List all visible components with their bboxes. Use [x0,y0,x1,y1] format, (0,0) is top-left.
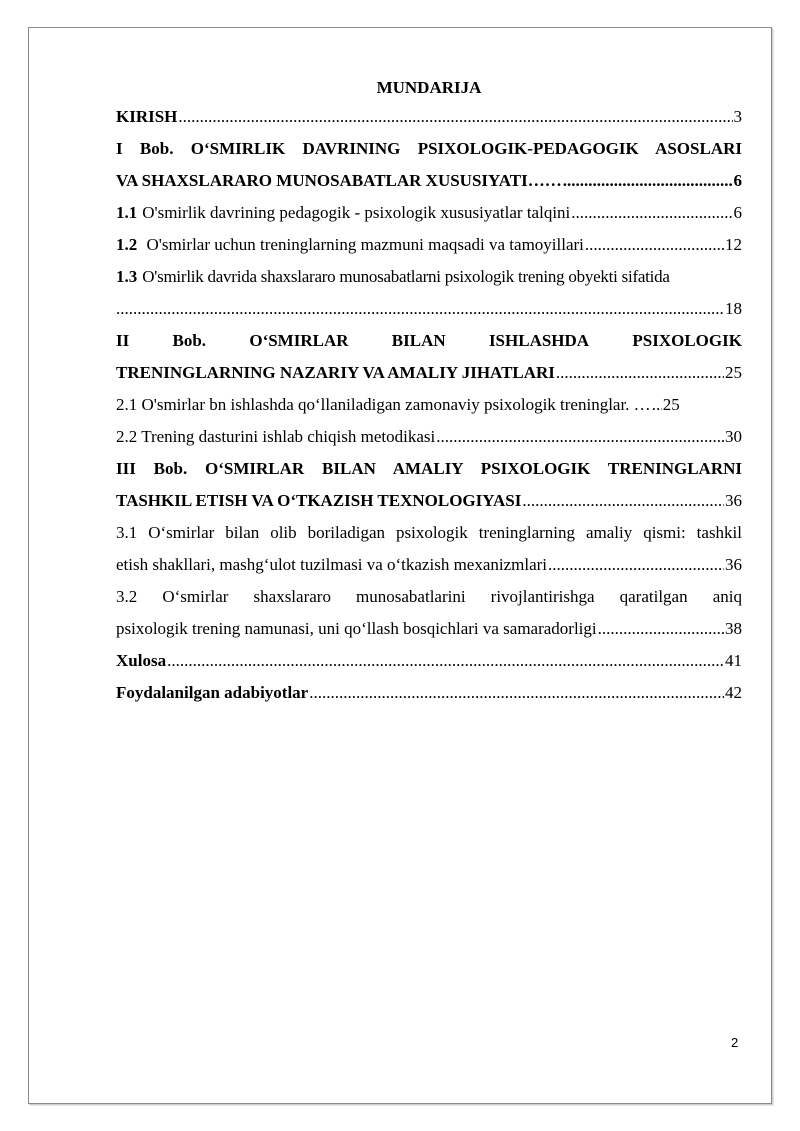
toc-entry-text: VA SHAXSLARARO MUNOSABATLAR XUSUSIYATI…… [116,171,562,190]
page-number: 2 [731,1035,739,1050]
toc-page-number: 18 [725,299,742,318]
toc-section-3-2-line2[interactable] [116,613,742,645]
toc-page-number: 25 [725,363,742,382]
toc-page-number: 3 [733,107,742,126]
toc-word: ISHLASHDA [488,331,590,350]
toc-entry-text: I Bob. O‘SMIRLIK DAVRINING PSIXOLOGIK-PEDAGOGIK ASOSLARI [116,139,742,158]
dot-leader [563,165,733,197]
toc-word: PSIXOLOGIK [632,331,742,350]
toc-entry-text: 3.1 O‘smirlar bilan olib boriladigan psixologik treninglarning amaliy qismi: tashkil [116,523,742,542]
toc-entry-text: KIRISH [116,107,178,126]
toc-entry-text: TRENINGLARNING NAZARIY VA AMALIY JIHATLARI [116,363,555,382]
dot-leader [522,485,724,517]
toc-entry-text: TASHKIL ETISH VA O‘TKAZISH TEXNOLOGIYASI [116,491,522,510]
toc-word: 3.2 [116,587,138,606]
toc-word: O‘SMIRLAR [249,331,349,350]
table-of-contents [116,74,742,709]
toc-entry-kirish[interactable] [116,101,742,133]
section-number: 1.3 [116,267,138,286]
toc-page-number: 36 [725,491,742,510]
toc-section-3-1-line2[interactable] [116,549,742,581]
toc-section-1-2[interactable] [116,229,742,261]
dot-leader [167,645,724,677]
toc-entry-text: O'smirlar uchun treninglarning mazmuni maqsadi va tamoyillari [146,235,584,254]
toc-word: Bob. [172,331,207,350]
toc-page-number: 38 [725,619,742,638]
toc-chapter-2-line1[interactable] [116,325,742,357]
toc-entry-text: 2.2 Trening dasturini ishlab chiqish metodikasi [116,427,436,446]
toc-page-number: 42 [725,683,742,702]
toc-word: aniq [712,587,742,606]
toc-section-1-1[interactable] [116,197,742,229]
toc-entry-adabiyotlar[interactable] [116,677,742,709]
toc-page-number: 6 [733,203,742,222]
section-number: 1.2 [116,235,138,254]
toc-chapter-1-line1[interactable] [116,133,742,165]
toc-entry-text: Foydalanilgan adabiyotlar [116,683,309,702]
toc-entry-text: O'smirlik davrida shaxslararo munosabatlarni psixologik trening obyekti sifatida [142,267,670,286]
dot-leader [436,421,724,453]
toc-entry-text: Xulosa [116,651,167,670]
toc-section-3-2-line1[interactable] [116,581,742,613]
toc-word: munosabatlarini [356,587,466,606]
toc-title: MUNDARIJA [376,78,482,97]
dot-leader [598,613,724,645]
toc-word: shaxslararo [253,587,331,606]
toc-word: rivojlantirishga [490,587,595,606]
toc-section-2-1[interactable] [116,389,742,421]
toc-word: O‘smirlar [162,587,229,606]
dot-leader [652,389,662,421]
toc-entry-text: III Bob. O‘SMIRLAR BILAN AMALIY PSIXOLOGIK TRENINGLARNI [116,459,742,478]
dot-leader [116,293,724,325]
toc-page-number: 12 [725,235,742,254]
toc-page-number: 25 [662,395,680,414]
toc-entry-text: psixologik trening namunasi, uni qo‘llash bosqichlari va samaradorligi [116,619,597,638]
dot-leader [178,101,732,133]
dot-leader [571,197,732,229]
toc-entry-text: etish shakllari, mashg‘ulot tuzilmasi va o‘tkazish mexanizmlari [116,555,548,574]
toc-section-3-1-line1[interactable] [116,517,742,549]
toc-word: qaratilgan [619,587,688,606]
toc-chapter-1-line2[interactable] [116,165,742,197]
toc-page-number: 6 [733,171,742,190]
toc-page-number: 41 [725,651,742,670]
toc-word: BILAN [391,331,446,350]
toc-entry-text: 2.1 O'smirlar bn ishlashda qo‘llaniladigan zamonaviy psixologik treninglar. … [116,395,651,414]
toc-chapter-3-line2[interactable] [116,485,742,517]
dot-leader [548,549,724,581]
toc-entry-xulosa[interactable] [116,645,742,677]
toc-word: II [116,331,130,350]
section-number: 1.1 [116,203,138,222]
dot-leader [585,229,724,261]
toc-page-number: 36 [725,555,742,574]
toc-section-1-3-line1[interactable] [116,261,742,293]
dot-leader [309,677,724,709]
toc-chapter-2-line2[interactable] [116,357,742,389]
toc-entry-text: O'smirlik davrining pedagogik - psixologik xususiyatlar talqini [142,203,571,222]
dot-leader [556,357,724,389]
toc-section-2-2[interactable] [116,421,742,453]
toc-chapter-3-line1[interactable] [116,453,742,485]
toc-section-1-3-line2[interactable] [116,293,742,325]
toc-page-number: 30 [725,427,742,446]
